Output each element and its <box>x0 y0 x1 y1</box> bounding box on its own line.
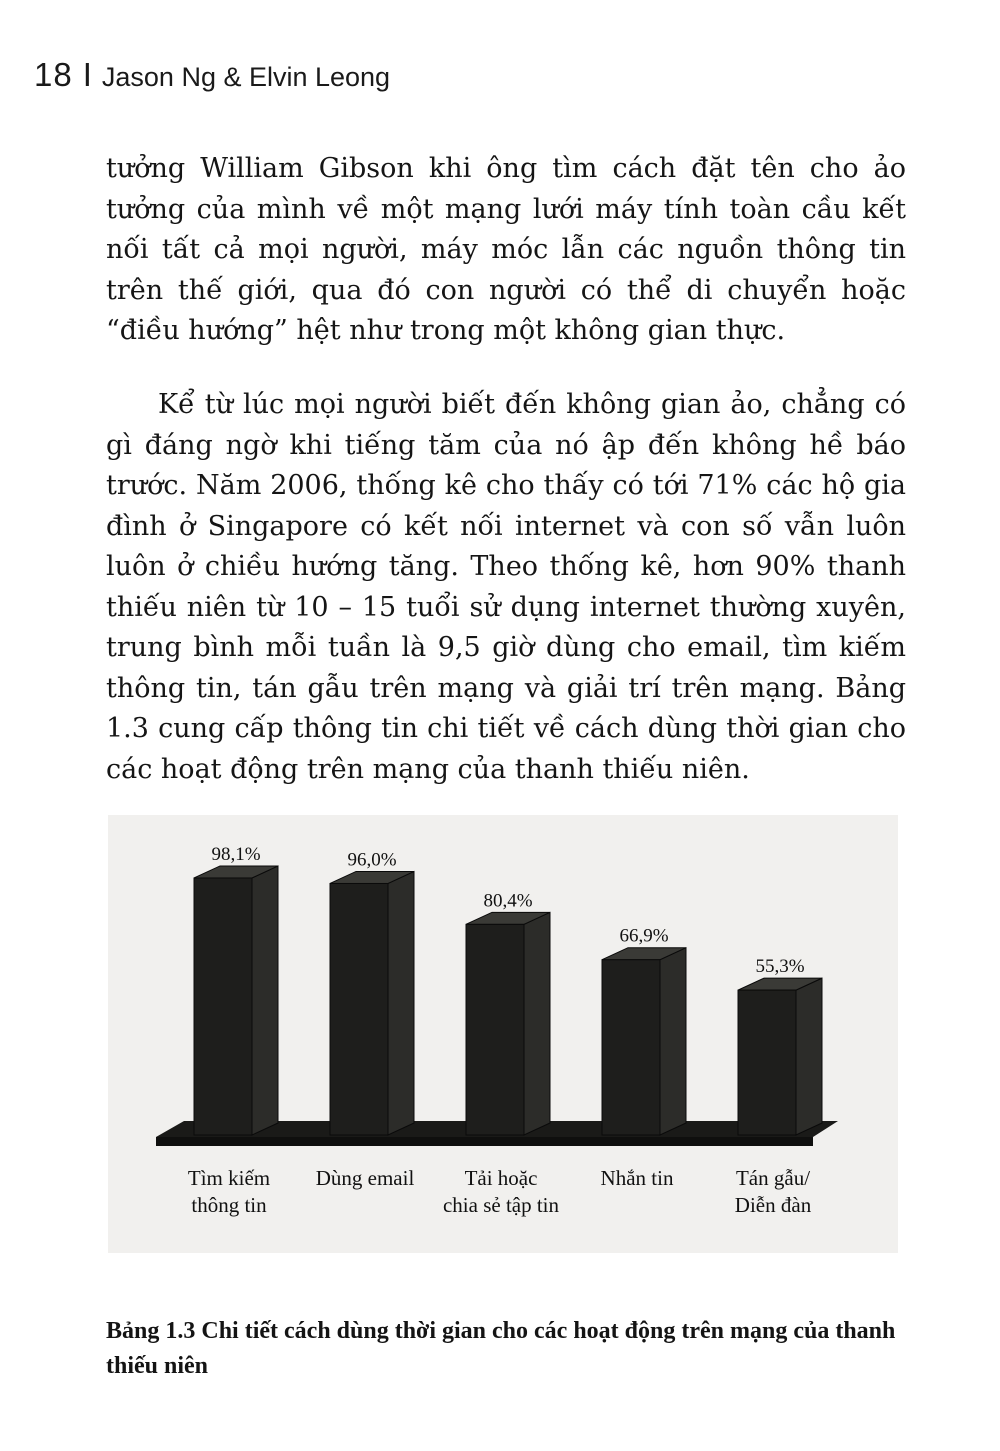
body-paragraph-1: tưởng William Gibson khi ông tìm cách đặt tên cho ảo tưởng của mình về một mạng lưới máy tính toàn cầu kết nối tất cả mọi người, máy móc lẫn các nguồn thông tin trên thế giới, qua đó con người có thể di chuyển hoặc “điều hướng” hệt như trong một không gian thực. <box>106 153 906 346</box>
bar-front <box>466 924 524 1135</box>
bar-side <box>660 948 686 1135</box>
bar-side <box>524 912 550 1135</box>
chart-caption: Bảng 1.3 Chi tiết cách dùng thời gian cho các hoạt động trên mạng của thanh thiếu niên <box>106 1318 896 1379</box>
bar-2 <box>330 871 414 1135</box>
category-label: Tải hoặc chia sẻ tập tin <box>442 1166 560 1217</box>
bar-front <box>330 883 388 1135</box>
chart-floor-front <box>156 1137 813 1146</box>
page-number: 18 <box>34 56 73 93</box>
body-paragraph-2: Kể từ lúc mọi người biết đến không gian ảo, chẳng có gì đáng ngờ khi tiếng tăm của nó ập đến không hề báo trước. Năm 2006, thống kê cho thấy có tới 71% các hộ gia đình ở Singapore có kết nối internet và con số vẫn luôn luôn ở chiều hướng tăng. Theo thống kê, hơn 90% thanh thiếu niên từ 10 – 15 tuổi sử dụng internet thường xuyên, trung bình mỗi tuần là 9,5 giờ dùng cho email, tìm kiếm thông tin, tán gẫu trên mạng và giải trí trên mạng. Bảng 1.3 cung cấp thông tin chi tiết về cách dùng thời gian cho các hoạt động trên mạng của thanh thiếu niên. <box>106 389 906 785</box>
bar-5 <box>738 978 822 1135</box>
bar-value-label: 98,1% <box>211 843 261 865</box>
header-separator: I <box>82 56 92 93</box>
running-header <box>34 56 390 94</box>
bar-value-label: 96,0% <box>347 849 397 871</box>
bar-front <box>602 960 660 1135</box>
bar-value-label: 66,9% <box>619 925 669 947</box>
category-label: Dùng email <box>315 1166 415 1190</box>
bar-value-label: 55,3% <box>755 956 805 978</box>
header-authors: Jason Ng & Elvin Leong <box>101 62 391 92</box>
bar-front <box>194 878 252 1135</box>
category-label: Tán gẫu/ Diễn đàn <box>734 1166 812 1217</box>
bar-side <box>252 866 278 1135</box>
bar-chart <box>108 815 898 1253</box>
bar-front <box>738 990 796 1135</box>
bar-chart-svg <box>108 815 898 1253</box>
bar-1 <box>194 866 278 1135</box>
bar-value-label: 80,4% <box>483 890 533 912</box>
bar-side <box>388 871 414 1135</box>
bar-side <box>796 978 822 1135</box>
bar-3 <box>466 912 550 1135</box>
bar-4 <box>602 948 686 1135</box>
category-label: Nhắn tin <box>600 1166 674 1190</box>
category-label: Tìm kiếm thông tin <box>187 1166 271 1217</box>
